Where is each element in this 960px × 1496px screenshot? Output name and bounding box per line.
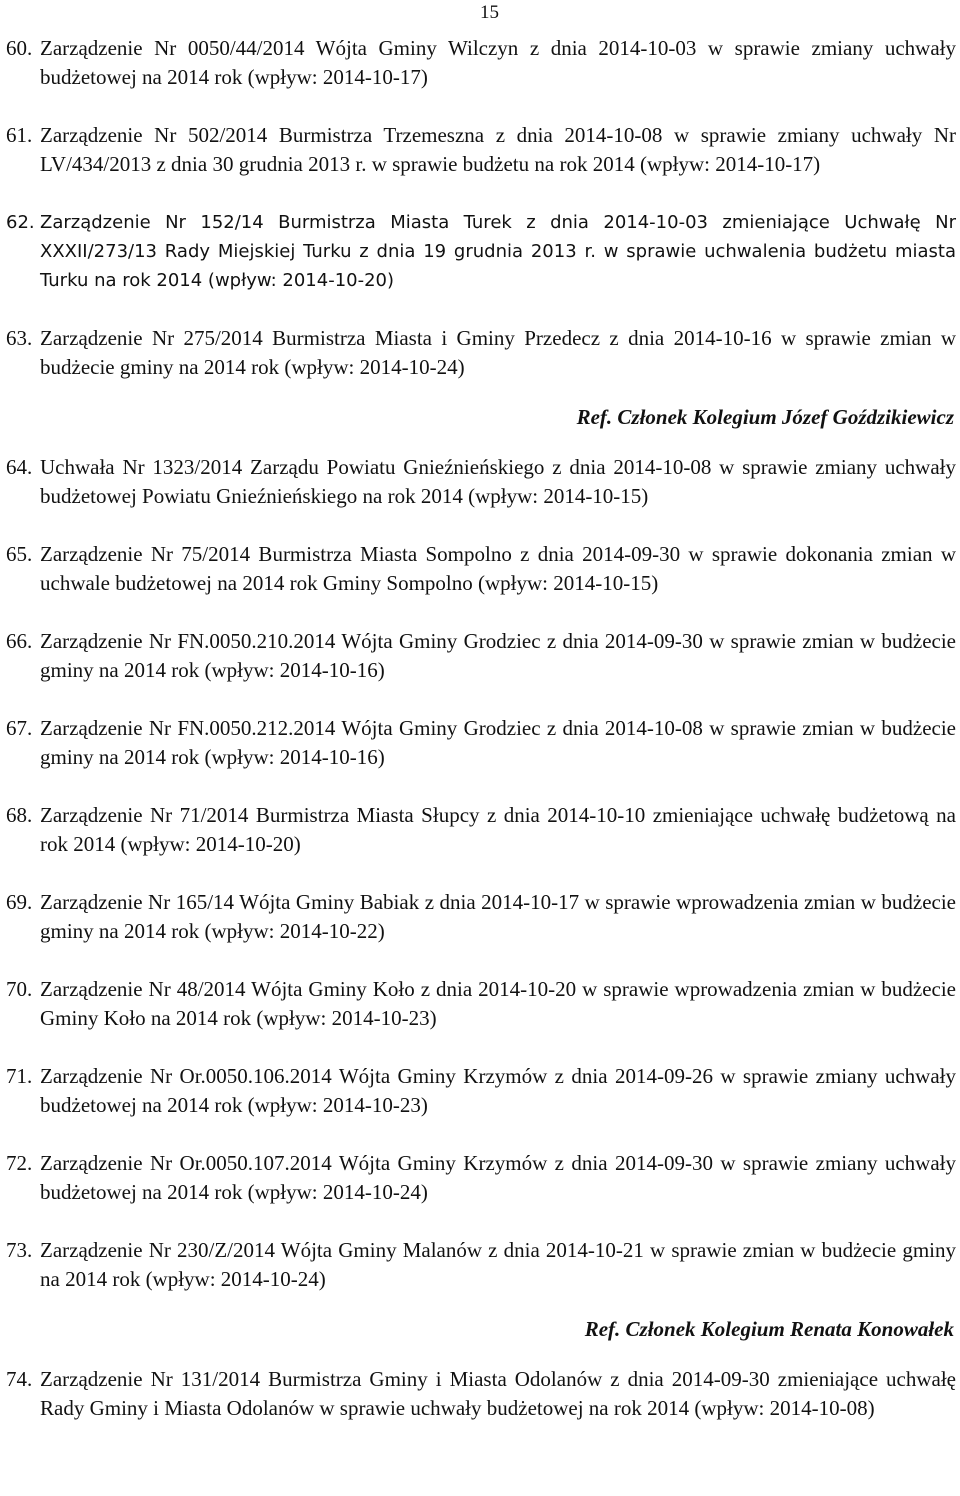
list-item: [6, 714, 956, 772]
list-item: [6, 975, 956, 1033]
document-body: [6, 34, 956, 1452]
item-text: Zarządzenie Nr 131/2014 Burmistrza Gminy i Miasta Odolanów z dnia 2014-09-30 zmieniające uchwałę Rady Gminy i Miasta Odolanów w sprawie uchwały budżetowej na rok 2014 (wpływ: 2014-10-08): [40, 1367, 956, 1420]
item-text: Zarządzenie Nr Or.0050.107.2014 Wójta Gminy Krzymów z dnia 2014-09-30 w sprawie zmiany uchwały budżetowej na 2014 rok (wpływ: 2014-10-24): [40, 1151, 956, 1204]
item-number: 66.: [6, 629, 33, 653]
list-item: [6, 121, 956, 179]
item-text: Zarządzenie Nr 0050/44/2014 Wójta Gminy Wilczyn z dnia 2014-10-03 w sprawie zmiany uchwały budżetowej na 2014 rok (wpływ: 2014-10-17): [40, 36, 956, 89]
item-text: Zarządzenie Nr Or.0050.106.2014 Wójta Gminy Krzymów z dnia 2014-09-26 w sprawie zmiany uchwały budżetowej na 2014 rok (wpływ: 2014-10-23): [40, 1064, 956, 1117]
item-number: 73.: [6, 1238, 33, 1262]
item-number: 72.: [6, 1151, 33, 1175]
item-number: 61.: [6, 123, 33, 147]
list-item: [6, 208, 956, 295]
list-item: [6, 540, 956, 598]
list-item: [6, 627, 956, 685]
item-number: 63.: [6, 326, 33, 350]
item-text: Zarządzenie Nr 502/2014 Burmistrza Trzemeszna z dnia 2014-10-08 w sprawie zmiany uchwały Nr LV/434/2013 z dnia 30 grudnia 2013 r. w sprawie budżetu na rok 2014 (wpływ: 2014-10-17): [40, 123, 956, 176]
item-number: 70.: [6, 977, 33, 1001]
list-item: [6, 1365, 956, 1423]
item-text: Zarządzenie Nr 275/2014 Burmistrza Miasta i Gminy Przedecz z dnia 2014-10-16 w sprawie zmian w budżecie gminy na 2014 rok (wpływ: 2014-10-24): [40, 326, 956, 379]
item-text: Zarządzenie Nr 71/2014 Burmistrza Miasta Słupcy z dnia 2014-10-10 zmieniające uchwałę budżetową na rok 2014 (wpływ: 2014-10-20): [40, 803, 956, 856]
item-number: 62.: [6, 212, 35, 233]
item-text-continued: w sprawie uchwalenia budżetu miasta Turku na rok 2014 (wpływ: 2014-10-20): [40, 241, 956, 291]
list-item: [6, 1149, 956, 1207]
item-text: Zarządzenie Nr 48/2014 Wójta Gminy Koło z dnia 2014-10-20 w sprawie wprowadzenia zmian w budżecie Gminy Koło na 2014 rok (wpływ: 2014-10-23): [40, 977, 956, 1030]
item-number: 68.: [6, 803, 33, 827]
list-item: [6, 324, 956, 382]
section-reference: Ref. Członek Kolegium Renata Konowałek: [584, 1317, 954, 1341]
item-number: 69.: [6, 890, 33, 914]
item-number: 71.: [6, 1064, 33, 1088]
list-item: [6, 34, 956, 92]
list-item: [6, 888, 956, 946]
list-item: [6, 453, 956, 511]
list-item: [6, 801, 956, 859]
item-text: Zarządzenie Nr 165/14 Wójta Gminy Babiak z dnia 2014-10-17 w sprawie wprowadzenia zmian w budżecie gminy na 2014 rok (wpływ: 2014-10-22): [40, 890, 956, 943]
item-text: Zarządzenie Nr 230/Z/2014 Wójta Gminy Malanów z dnia 2014-10-21 w sprawie zmian w budżecie gminy na 2014 rok (wpływ: 2014-10-24): [40, 1238, 956, 1291]
item-number: 64.: [6, 455, 33, 479]
item-text: Uchwała Nr 1323/2014 Zarządu Powiatu Gnieźnieńskiego z dnia 2014-10-08 w sprawie zmiany uchwały budżetowej Powiatu Gnieźnieńskiego na rok 2014 (wpływ: 2014-10-15): [40, 455, 956, 508]
list-item: [6, 1236, 956, 1294]
item-number: 67.: [6, 716, 33, 740]
item-number: 74.: [6, 1367, 33, 1391]
item-text: Zarządzenie Nr 152/14 Burmistrza Miasta Turek z dnia 2014-10-03 zmieniające Uchwałę Nr XXXII/273/13 Rady Miejskiej Turku z dnia 19 grudnia 2013 r.: [40, 212, 956, 262]
item-text: Zarządzenie Nr 75/2014 Burmistrza Miasta Sompolno z dnia 2014-09-30 w sprawie dokonania zmian w uchwale budżetowej na 2014 rok Gminy Sompolno (wpływ: 2014-10-15): [40, 542, 956, 595]
item-text: Zarządzenie Nr FN.0050.210.2014 Wójta Gminy Grodziec z dnia 2014-09-30 w sprawie zmian w budżecie gminy na 2014 rok (wpływ: 2014-10-16): [40, 629, 956, 682]
item-number: 65.: [6, 542, 33, 566]
list-item: [6, 1062, 956, 1120]
page-number: 15: [480, 2, 499, 23]
section-reference: Ref. Członek Kolegium Józef Goździkiewicz: [576, 405, 954, 429]
item-number: 60.: [6, 36, 33, 60]
item-text: Zarządzenie Nr FN.0050.212.2014 Wójta Gminy Grodziec z dnia 2014-10-08 w sprawie zmian w budżecie gminy na 2014 rok (wpływ: 2014-10-16): [40, 716, 956, 769]
